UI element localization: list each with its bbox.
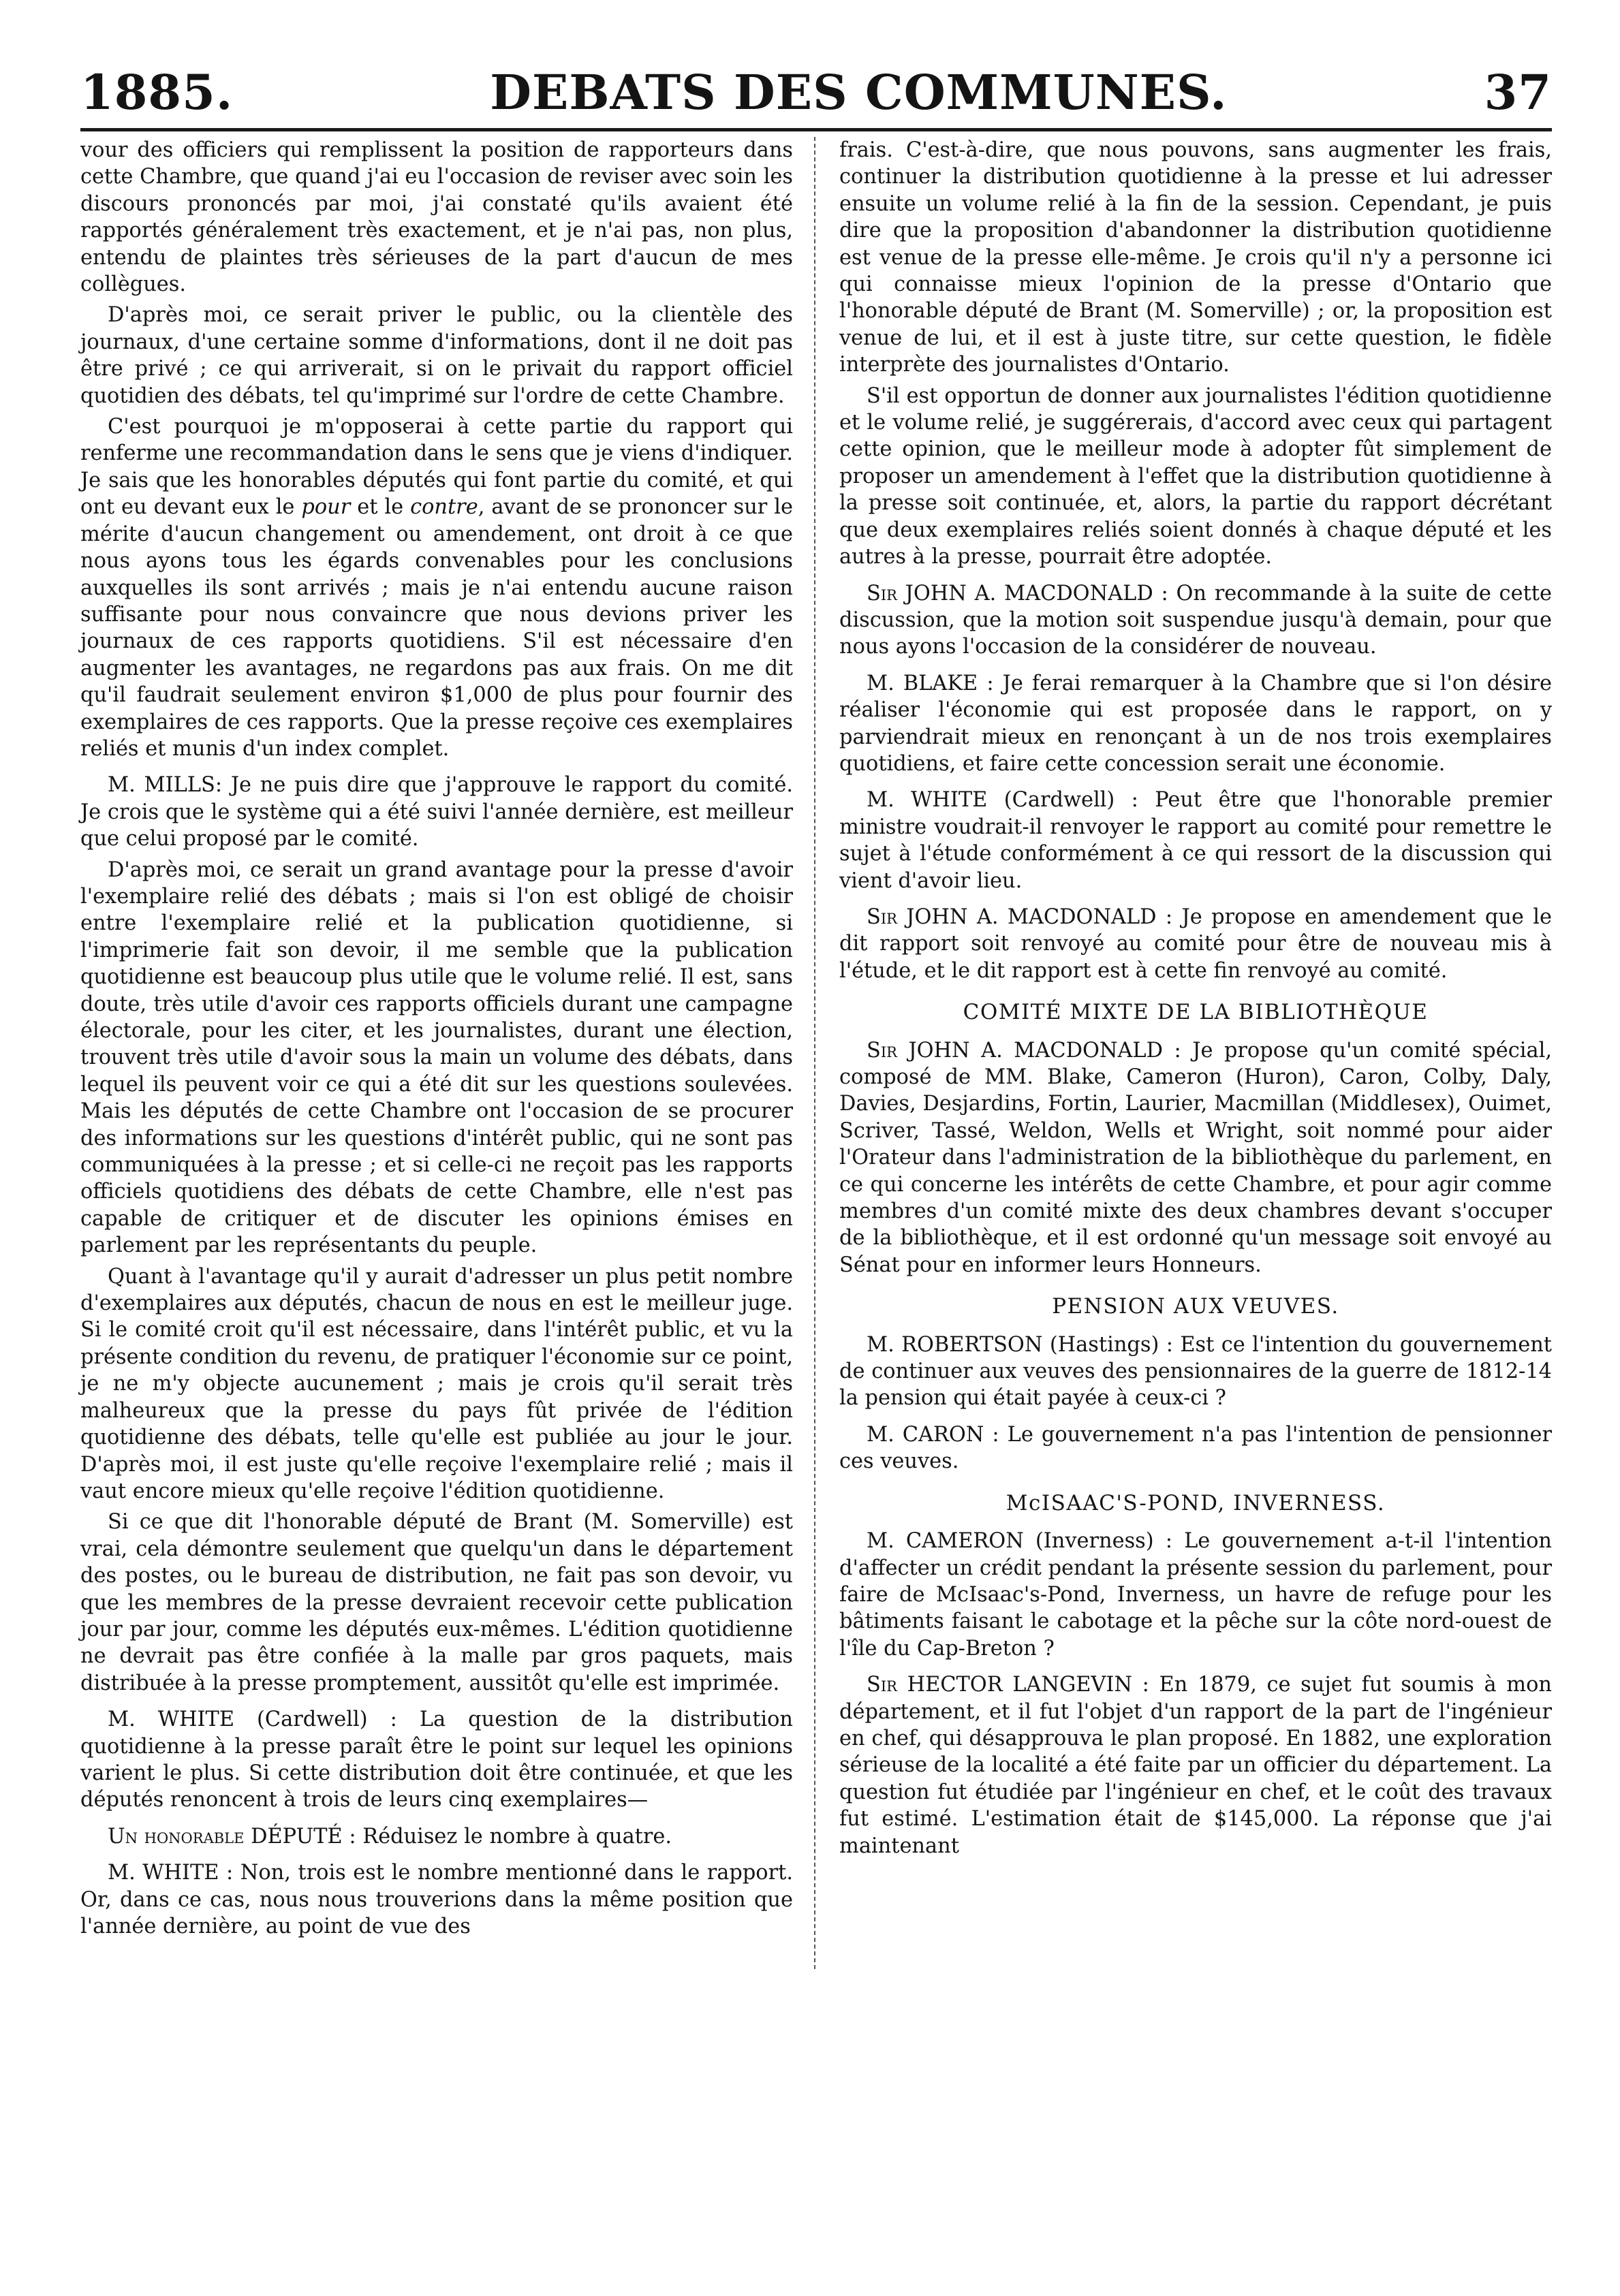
column-divider [814, 137, 815, 1969]
speech-depute: Un honorable DÉPUTÉ : Réduisez le nombre à quatre. [108, 1824, 672, 1849]
speech-macdonald: Sir JOHN A. MACDONALD : On recommande à la suite de cette discussion, que la motion soit suspendue jusqu'à demain, pour que nous ayons l'occasion de la considérer de nouveau. [839, 581, 1552, 659]
speech-mills: M. MILLS: Je ne puis dire que j'approuve le rapport du comité. Je crois que le système qui a été suivi l'année dernière, est meilleur que celui proposé par le comité. [80, 773, 793, 851]
running-header [80, 65, 1552, 127]
speech-white: M. WHITE (Cardwell) : Peut être que l'honorable premier ministre voudrait-il renvoyer le rapport au comité pour remettre le sujet à l'étude conformément à ce qui ressort de la discussion qui vient d'avoir lieu. [839, 788, 1553, 893]
paragraph: S'il est opportun de donner aux journalistes l'édition quotidienne et le volume relié, je suggérerais, d'accord avec ceux qui partagent cette opinion, que le meilleur mode à adopter fût simplement de proposer un amendement à l'effet que la distribution quotidienne à la presse soit continuée, et, alors, la partie du rapport décrétant que deux exemplaires reliés soient donnés à chaque député et les autres à la presse, pourrait être adoptée. [839, 383, 1552, 569]
left-column [80, 137, 793, 1940]
speaker-name: M. WHITE [108, 1861, 219, 1885]
speaker-name: M. WHITE [867, 788, 988, 813]
page [80, 65, 1552, 2231]
speaker-name: Sir JOHN A. MACDONALD [867, 1038, 1163, 1063]
speech-robertson: M. ROBERTSON (Hastings) : Est ce l'intention du gouvernement de continuer aux veuves des pensionnaires de la guerre de 1812-14 la pension qui était payée à ceux-ci ? [839, 1332, 1553, 1411]
right-column [839, 137, 1552, 1940]
paragraph: D'après moi, ce serait un grand avantage pour la presse d'avoir l'exemplaire relié des débats ; mais si l'on est obligé de choisir entre l'exemplaire relié et la publication quotidienne, si l'imprimerie fait son devoir, il me semble que la publication quotidienne est beaucoup plus utile que le volume relié. Il est, sans doute, très utile d'avoir ces rapports officiels durant une campagne électorale, pour les citer, et les journalistes, durant une élection, trouvent très utile d'avoir sous la main un volume des débats, dans lequel ils peuvent voir ce qui a été dit sur les questions soulevées. Mais les députés de cette Chambre ont l'occasion de se procurer des informations sur les questions d'intérêt public, qui ne sont pas communiquées à la presse ; et si celle-ci ne reçoit pas les rapports officiels quotidiens des débats de cette Chambre, elle n'est pas capable de critiquer et de discuter les opinions émises en parlement par les représentants du peuple. [80, 858, 793, 1258]
paragraph: frais. C'est-à-dire, que nous pouvons, sans augmenter les frais, continuer la distribution quotidienne à la presse et lui adresser ensuite un volume relié à la fin de la session. Cependant, je puis dire que la proposition d'abandonner la distribution quotidienne est venue de la presse elle-même. Je crois qu'il n'y a personne ici qui connaisse mieux l'opinion de la presse d'Ontario que l'honorable député de Brant (M. Somerville) ; or, la proposition est venue de lui, et il est à juste titre, sur cette question, le fidèle interprète des journalistes d'Ontario. [839, 138, 1552, 377]
section-heading: COMITÉ MIXTE DE LA BIBLIOTHÈQUE [963, 1000, 1429, 1025]
section-heading: PENSION AUX VEUVES. [1052, 1294, 1339, 1319]
speaker-name: M. WHITE [108, 1708, 235, 1732]
speaker-name: M. CAMERON [867, 1529, 1024, 1554]
speaker-name: M. CARON [867, 1422, 984, 1447]
speech-caron: M. CARON : Le gouvernement n'a pas l'intention de pensionner ces veuves. [839, 1422, 1552, 1474]
header-title: DEBATS DES COMMUNES. [490, 64, 1228, 121]
speech-blake: M. BLAKE : Je ferai remarquer à la Chambre que si l'on désire réaliser l'économie qui est proposée dans le rapport, on y parviendrait mieux en renonçant à un de nos trois exemplaires quotidiens, et faire cette concession serait une économie. [839, 671, 1553, 776]
speech-macdonald: Sir JOHN A. MACDONALD : Je propose en amendement que le dit rapport soit renvoyé au comité pour être de nouveau mis à l'étude, et le dit rapport est à cette fin renvoyé au comité. [839, 905, 1552, 983]
header-year: 1885. [80, 64, 234, 121]
paragraph: vour des officiers qui remplissent la position de rapporteurs dans cette Chambre, que quand j'ai eu l'occasion de reviser avec soin les discours prononcés par moi, j'ai constaté qu'ils avaient été rapportés généralement très exactement, et je n'ai pas, non plus, entendu de plaintes très sérieuses de la part d'aucun de mes collègues. [80, 138, 793, 297]
paragraph: C'est pourquoi je m'opposerai à cette partie du rapport qui renferme une recommandation dans le sens que je viens d'indiquer. Je sais que les honorables députés qui font partie du comité, et qui ont eu devant eux le pour et le contre, avant de se prononcer sur le mérite d'aucun changement ou amendement, ont droit à ce que nous ayons tous les égards convenables pour les conclusions auxquelles ils sont arrivés ; mais je n'ai entendu aucune raison suffisante pour nous convaincre que nous devions priver les journaux de ces rapports quotidiens. S'il est nécessaire d'en augmenter les avantages, ne regardons pas aux frais. On me dit qu'il faudrait seulement environ $1,000 de plus pour fournir des exemplaires de ces rapports. Que la presse reçoive ces exemplaires reliés et munis d'un index complet. [80, 415, 794, 761]
speech-white: M. WHITE : Non, trois est le nombre mentionné dans le rapport. Or, dans ce cas, nous nous trouverions dans la même position que l'année dernière, au point de vue des [80, 1861, 793, 1938]
paragraph: Si ce que dit l'honorable député de Brant (M. Somerville) est vrai, cela démontre seulement que quelqu'un dans le département des postes, ou le bureau de distribution, ne fait pas son devoir, vu que les membres de la presse devraient recevoir cette publication jour par jour, comme les députés eux-mêmes. L'édition quotidienne ne devrait pas être confiée à la malle par gros paquets, mais distribuée à la presse promptement, aussitôt qu'elle est imprimée. [80, 1510, 793, 1695]
speaker-name: Sir JOHN A. MACDONALD [867, 581, 1153, 606]
speaker-name: M. MILLS [108, 773, 215, 798]
speech-langevin: Sir HECTOR LANGEVIN : En 1879, ce sujet fut soumis à mon département, et il fut l'objet d'un rapport de la part de l'ingénieur en chef, qui désapprouva le plan proposé. En 1882, une exploration sérieuse de la localité a été faite par un officier du département. La question fut étudiée par l'ingénieur en chef, et le coût des travaux fut estimé. L'estimation était de $145,000. La réponse que j'ai maintenant [839, 1673, 1552, 1858]
two-column-body [80, 137, 1552, 1940]
page-number: 37 [1484, 64, 1552, 121]
speaker-name: M. BLAKE [867, 671, 978, 695]
speaker-name: M. ROBERTSON [867, 1332, 1043, 1357]
paragraph: Quant à l'avantage qu'il y aurait d'adresser un plus petit nombre d'exemplaires aux députés, chacun de nous en est le meilleur juge. Si le comité croit qu'il est nécessaire, dans l'intérêt public, et vu la présente condition du revenu, de pratiquer l'économie sur ce point, je ne m'y objecte aucunement ; mais je crois qu'il serait très malheureux que la presse du pays fût privée de l'édition quotidienne des débats, telle qu'elle est publiée au jour le jour. D'après moi, il est juste qu'elle reçoive l'exemplaire relié ; mais il vaut encore mieux qu'elle reçoive l'édition quotidienne. [80, 1264, 793, 1503]
speaker-name: Sir JOHN A. MACDONALD [867, 905, 1157, 929]
speaker-name: Un honorable DÉPUTÉ [108, 1824, 343, 1849]
paragraph: D'après moi, ce serait priver le public, ou la clientèle des journaux, d'une certaine somme d'informations, dont il ne doit pas être privé ; ce qui arriverait, si on le privait du rapport officiel quotidien des débats, tel qu'imprimé sur l'ordre de cette Chambre. [80, 303, 793, 408]
section-heading: McISAAC'S-POND, INVERNESS. [1006, 1490, 1386, 1515]
speaker-name: Sir HECTOR LANGEVIN [867, 1673, 1132, 1697]
speech-cameron: M. CAMERON (Inverness) : Le gouvernement a-t-il l'intention d'affecter un crédit pendant la présente session du parlement, pour faire de McIsaac's-Pond, Inverness, un havre de refuge pour les bâtiments faisant le cabotage et la pêche sur la côte nord-ouest de l'île du Cap-Breton ? [839, 1529, 1552, 1661]
speech-white: M. WHITE (Cardwell) : La question de la distribution quotidienne à la presse paraît être le point sur lequel les opinions varient le plus. Si cette distribution doit être continuée, et que les députés renoncent à trois de leurs cinq exemplaires— [80, 1708, 793, 1812]
speech-macdonald: Sir JOHN A. MACDONALD : Je propose qu'un comité spécial, composé de MM. Blake, Cameron (Huron), Caron, Colby, Daly, Davies, Desjardins, Fortin, Laurier, Macmillan (Middlesex), Ouimet, Scriver, Tassé, Weldon, Wells et Wright, soit nommé pour aider l'Orateur dans l'administration de la bibliothèque du parlement, en ce qui concerne les intérêts de cette Chambre, et pour agir comme membres d'un comité mixte des deux chambres devant s'occuper de la bibliothèque, et il est ordonné qu'un message soit envoyé au Sénat pour en informer leurs Honneurs. [839, 1038, 1552, 1277]
header-rule [80, 128, 1552, 131]
